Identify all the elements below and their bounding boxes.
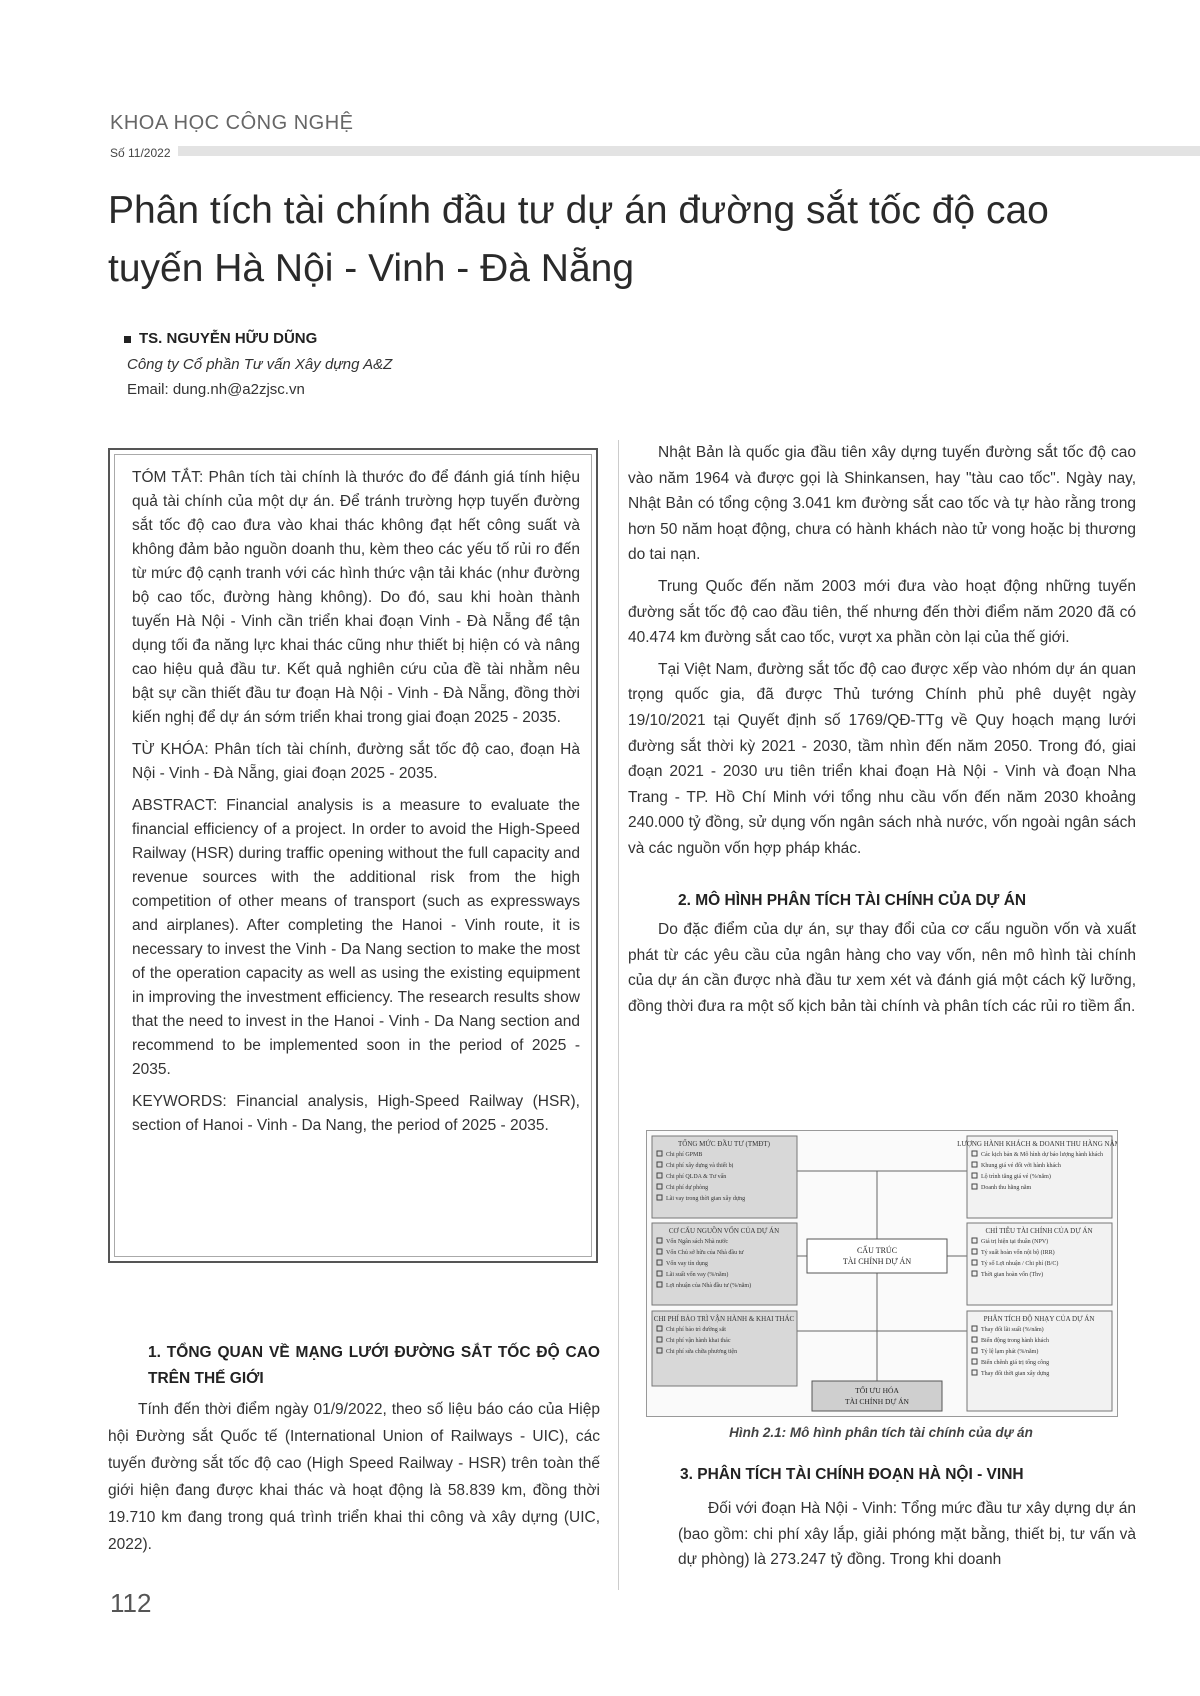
box-item-text: Giá trị hiện tại thuần (NPV): [981, 1239, 1049, 1245]
section1-heading: 1. TỔNG QUAN VỀ MẠNG LƯỚI ĐƯỜNG SẮT TỐC ĐỘ CAO TRÊN THẾ GIỚI: [148, 1344, 600, 1387]
bottom-label-2: TÀI CHÍNH DỰ ÁN: [845, 1397, 909, 1406]
box-center: [807, 1239, 947, 1273]
abstract-vi: TÓM TẮT: Phân tích tài chính là thước đo để đánh giá tính hiệu quả tài chính của một dự án. Để tránh trường hợp tuyến đường sắt tốc độ cao đưa vào khai thác không đạt hết công suất và không đảm bảo nguồn doanh thu, kèm theo các yếu tố rủi ro đến từ mức độ cạnh tranh với các hình thức vận tải khác (như đường bộ cao tốc, đường hàng không). Do đó, sau khi hoàn thành tuyến Hà Nội - Vinh cần triển khai đoạn Vinh - Đà Nẵng để tận dụng tối đa năng lực khai thác cũng như thiết bị hiện có và nâng cao hiệu quả đầu tư. Kết quả nghiên cứu của đề tài nhằm nêu bật sự cần thiết đầu tư đoạn Hà Nội - Vinh - Đà Nẵng, đồng thời kiến nghị để dự án sớm triển khai trong giai đoạn 2025 - 2035.: [132, 469, 580, 726]
box-item-text: Vốn Chủ sở hữu của Nhà đầu tư: [666, 1250, 744, 1256]
section-label: KHOA HỌC CÔNG NGHỆ: [110, 112, 354, 134]
box6-title: PHÂN TÍCH ĐỘ NHẠY CỦA DỰ ÁN: [983, 1315, 1095, 1323]
box-item-text: Chi phí GPMB: [666, 1152, 703, 1158]
center-label-2: TÀI CHÍNH DỰ ÁN: [842, 1257, 912, 1266]
keywords-en: KEYWORDS: Financial analysis, High-Speed Railway (HSR), section of Hanoi - Vinh - Da Nang, the period of 2025 - 2035.: [132, 1093, 580, 1134]
box-item-text: Chi phí bảo trì đường sắt: [666, 1327, 726, 1333]
abstract-box: [108, 448, 598, 1263]
page-number: 112: [110, 1588, 152, 1618]
section1-paragraph: Tính đến thời điểm ngày 01/9/2022, theo số liệu báo cáo của Hiệp hội Đường sắt Quốc tế (International Union of Railways - UIC), các tuyến đường sắt tốc độ cao (High Speed Railway - HSR) trên toàn thế giới hiện đang được khai thác và hoạt động là 58.839 km, đồng thời 19.710 km đang trong quá trình triển khai thi công và xây dựng (UIC, 2022).: [108, 1401, 600, 1553]
box4-title: LƯỢNG HÀNH KHÁCH & DOANH THU HÀNG NĂM: [957, 1140, 1117, 1148]
box-item-text: Lãi vay trong thời gian xây dựng: [666, 1196, 746, 1202]
section2-heading: 2. MÔ HÌNH PHÂN TÍCH TÀI CHÍNH CỦA DỰ ÁN: [678, 891, 1027, 909]
author-name-text: TS. NGUYỄN HỮU DŨNG: [139, 330, 318, 347]
author-affiliation: Công ty Cổ phần Tư vấn Xây dựng A&Z: [127, 356, 393, 373]
box-item-text: Thay đổi thời gian xây dựng: [981, 1371, 1050, 1377]
box-item-text: Vốn vay tín dụng: [666, 1261, 708, 1267]
box3-title: CHI PHÍ BẢO TRÌ VẬN HÀNH & KHAI THÁC: [653, 1315, 795, 1323]
right-paragraph-3: Tại Việt Nam, đường sắt tốc độ cao được xếp vào nhóm dự án quan trọng quốc gia, đã được Thủ tướng Chính phủ phê duyệt ngày 19/10/2021 tại Quyết định số 1769/QĐ-TTg về Quy hoạch mạng lưới đường sắt thời kỳ 2021 - 2030, tầm nhìn đến năm 2050. Trong đó, giai đoạn 2021 - 2030 ưu tiên triển khai đoạn Hà Nội - Vinh và đoạn Nha Trang - TP. Hồ Chí Minh với tổng nhu cầu vốn đến năm 2030 khoảng 240.000 tỷ đồng, sử dụng vốn ngân sách nhà nước, vốn ngoài ngân sách và các nguồn vốn hợp pháp khác.: [628, 660, 1136, 857]
box-item-text: Tỷ suất hoàn vốn nội bộ (IRR): [981, 1250, 1055, 1256]
issue-label: Số 11/2022: [110, 146, 171, 160]
figure-caption: Hình 2.1: Mô hình phân tích tài chính của dự án: [729, 1425, 1033, 1440]
article-title: Phân tích tài chính đầu tư dự án đường sắt tốc độ cao tuyến Hà Nội - Vinh - Đà Nẵng: [108, 189, 1049, 290]
box-item-text: Biến động trong hành khách: [981, 1338, 1049, 1344]
author-email: Email: dung.nh@a2zjsc.vn: [127, 381, 305, 398]
box-item-text: Chi phí vận hành khai thác: [666, 1338, 731, 1344]
right-paragraph-1: Nhật Bản là quốc gia đầu tiên xây dựng tuyến đường sắt tốc độ cao vào năm 1964 và được gọi là Shinkansen, hay "tàu cao tốc". Ngày nay, Nhật Bản có tổng cộng 3.041 km đường sắt cao tốc và tự hào rằng trong hơn 50 năm hoạt động, chưa có hành khách nào tử vong hoặc bị thương do tai nạn.: [628, 444, 1136, 564]
box-item-text: Lợi nhuận của Nhà đầu tư (%/năm): [666, 1283, 752, 1289]
column-right: [628, 440, 1136, 1025]
right-paragraph-2: Trung Quốc đến năm 2003 mới đưa vào hoạt động những tuyến đường sắt tốc độ cao đầu tiên, thế nhưng đến thời điểm năm 2020 đã có 40.474 km đường sắt cao tốc, vượt xa phần còn lại của thế giới.: [628, 577, 1136, 647]
box-toi-uu: [812, 1381, 942, 1411]
connector-lines: [797, 1171, 967, 1381]
box-item-text: Các kịch bản & Mô hình dự báo lượng hành khách: [981, 1152, 1103, 1158]
right-paragraph-4: Do đặc điểm của dự án, sự thay đổi của cơ cấu nguồn vốn và xuất phát từ các yêu cầu của ngân hàng cho vay vốn, nên mô hình tài chính của dự án cần được nhà đầu tư xem xét và đánh giá một cách kỹ lưỡng, đồng thời đưa ra một số kịch bản tài chính và phân tích các rủi ro tiềm ẩn.: [628, 921, 1136, 1015]
keywords-vi: TỪ KHÓA: Phân tích tài chính, đường sắt tốc độ cao, đoạn Hà Nội - Vinh - Đà Nẵng, giai đoạn 2025 - 2035.: [132, 741, 580, 782]
box-item-text: Chi phí sửa chữa phương tiện: [666, 1349, 738, 1355]
box5-title: CHỈ TIÊU TÀI CHÍNH CỦA DỰ ÁN: [985, 1227, 1093, 1235]
bullet-icon: [124, 336, 131, 343]
box1-title: TỔNG MỨC ĐẦU TƯ (TMĐT): [677, 1140, 771, 1148]
abstract-content: [132, 466, 580, 1146]
box-item-text: Vốn Ngân sách Nhà nước: [666, 1239, 729, 1245]
column-right-2: [678, 1496, 1136, 1573]
abstract-en: ABSTRACT: Financial analysis is a measure to evaluate the financial efficiency of a project. In order to avoid the High-Speed Railway (HSR) during traffic opening without the full capacity and revenue sources with the additional risk from the high competition of other means of transport (such as expressways and airplanes). After completing the Hanoi - Vinh route, it is necessary to invest the Vinh - Da Nang section to make the most of the operation capacity as well as using the existing equipment in improving the investment efficiency. The research results show that the need to invest in the Hanoi - Vinh - Da Nang section and recommend to be implemented soon in the period of 2025 - 2035.: [132, 797, 580, 1078]
box-item-text: Tỷ số Lợi nhuận / Chi phí (B/C): [981, 1261, 1059, 1267]
bottom-label-1: TỐI ƯU HÓA: [855, 1386, 899, 1395]
box-item-text: Lãi suất vốn vay (%/năm): [666, 1272, 729, 1278]
column-divider: [618, 440, 619, 1590]
box-item-text: Thời gian hoàn vốn (Thv): [981, 1272, 1044, 1278]
box-item-text: Doanh thu hằng năm: [981, 1185, 1032, 1191]
figure-diagram: [646, 1130, 1118, 1417]
box-item-text: Lộ trình tăng giá vé (%/năm): [981, 1174, 1051, 1180]
box-item-text: Tỷ lệ lạm phát (%/năm): [981, 1349, 1039, 1355]
right-paragraph-5: Đối với đoạn Hà Nội - Vinh: Tổng mức đầu tư xây dựng dự án (bao gồm: chi phí xây lắp, giải phóng mặt bằng, thiết bị, tư vấn và dự phòng) là 273.247 tỷ đồng. Trong khi doanh: [678, 1500, 1136, 1569]
box-item-text: Biến chênh giá trị tổng công: [981, 1360, 1050, 1366]
column-left: [108, 1340, 600, 1558]
box-item-text: Chi phí QLDA & Tư vấn: [666, 1174, 727, 1180]
header-rule: [178, 146, 1200, 156]
box-item-text: Chi phí xây dựng và thiết bị: [666, 1163, 734, 1169]
section3-heading: 3. PHÂN TÍCH TÀI CHÍNH ĐOẠN HÀ NỘI - VINH: [680, 1466, 1024, 1483]
author-name: [124, 330, 317, 347]
box-item-text: Thay đổi lãi suất (%/năm): [981, 1327, 1044, 1333]
financial-model-diagram: [647, 1131, 1117, 1416]
box2-title: CƠ CẤU NGUỒN VỐN CỦA DỰ ÁN: [668, 1227, 780, 1235]
box-item-text: Khung giá vé đối với hành khách: [981, 1163, 1061, 1169]
center-label-1: CẤU TRÚC: [856, 1246, 898, 1255]
box-item-text: Chi phí dự phòng: [666, 1185, 709, 1191]
